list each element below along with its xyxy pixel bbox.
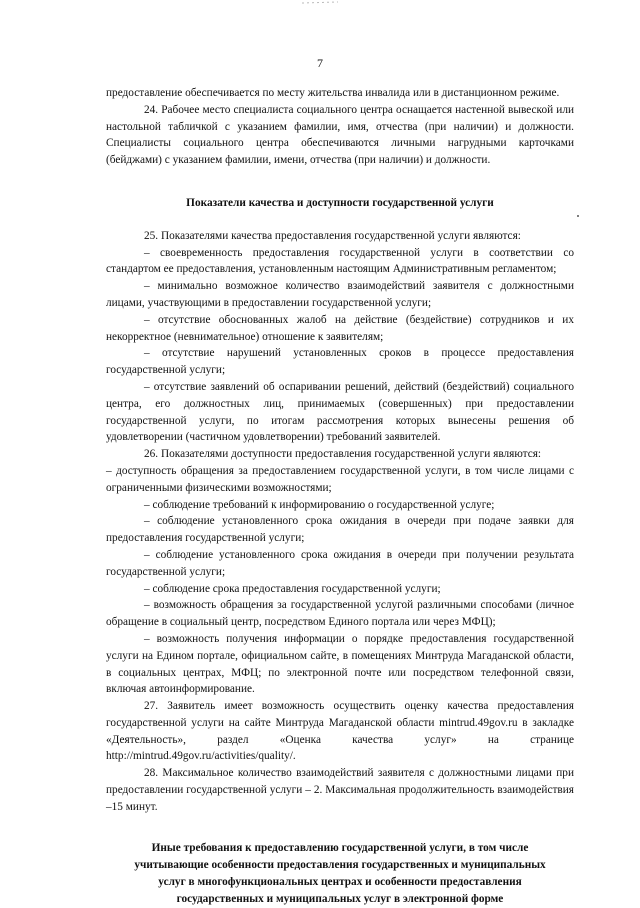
paragraph-continuation: предоставление обеспечивается по месту жительства инвалида или в дистанционном режиме.	[106, 87, 560, 99]
bottom-heading	[76, 840, 604, 908]
bottom-heading-line: учитывающие особенности предоставления государственных и муниципальных	[134, 858, 546, 871]
paragraph-28: 28. Максимальное количество взаимодействий заявителя с должностными лицами при предоставлении государственной услуги – 2. Максимальная продолжительность взаимодействия –15 минут.	[106, 767, 574, 813]
paragraph-24: 24. Рабочее место специалиста социального центра оснащается настенной вывеской или настольной табличкой с указанием фамилии, имя, отчества (при наличии) и должности. Специалисты социального центра обеспечиваются личными нагрудными карточками (бейджами) с указанием фамилии, имени, отчества (при наличии) и должности.	[106, 103, 574, 167]
list-item: – отсутствие обоснованных жалоб на действие (бездействие) сотрудников и их некорректное (невнимательное) отношение к заявителям;	[106, 313, 574, 343]
bottom-heading-line: услуг в многофункциональных центрах и особенности предоставления	[158, 875, 522, 888]
list-item: – отсутствие заявлений об оспаривании решений, действий (бездействий) социального центра, его должностных лиц, принимаемых (совершенных) при предоставлении государственной услуги, по итогам рассмотрения которых вынесены решения об удовлетворении (частичном удовлетворении) требований заявителей.	[106, 380, 574, 444]
paragraph-26: 26. Показателями доступности предоставления государственной услуги являются:	[144, 448, 542, 461]
section-heading: Показатели качества и доступности государственной услуги	[186, 196, 494, 209]
list-item: – возможность получения информации о порядке предоставления государственной услуги на Едином портале, официальном сайте, в помещениях Минтруда Магаданской области, в социальных центрах, МФЦ; по электронной почте или посредством телефонной связи, включая автоинформирование.	[106, 632, 574, 696]
paragraph-27: 27. Заявитель имеет возможность осуществить оценку качества предоставления государственной услуги на сайте Минтруда Магаданской области mintrud.49gov.ru в закладке «Деятельность», раздел «Оценка качества услуг» на странице http://mintrud.49gov.ru/activities/quality/.	[106, 700, 574, 763]
list-item: – своевременность предоставления государственной услуги в соответствии со стандартом ее предоставления, установленным настоящим Административным регламентом;	[106, 246, 574, 276]
list-item: – соблюдение установленного срока ожидания в очереди при подаче заявки для предоставления государственной услуги;	[106, 515, 574, 545]
paragraph-25: 25. Показателями качества предоставления государственной услуги являются:	[144, 229, 521, 242]
list-item: – минимально возможное количество взаимодействий заявителя с должностными лицами, участвующими в предоставлении государственной услуги;	[106, 280, 574, 309]
list-item: – соблюдение установленного срока ожидания в очереди при получении результата государственной услуги;	[106, 548, 574, 578]
list-item: – соблюдение срока предоставления государственной услуги;	[144, 582, 441, 595]
list-item: – отсутствие нарушений установленных сроков в процессе предоставления государственной услуги;	[106, 347, 574, 377]
scan-artifact	[300, 0, 340, 6]
list-item: – доступность обращения за предоставлением государственной услуги, в том числе лицами с ограниченными физическими возможностями;	[106, 464, 574, 494]
bottom-heading-line: государственных и муниципальных услуг в электронной форме	[176, 892, 504, 905]
list-item: – возможность обращения за государственной услугой различными способами (личное обращение в социальный центр, посредством Единого портала или через МФЦ);	[106, 599, 574, 629]
page-number: 7	[317, 56, 323, 70]
scan-speck	[577, 215, 579, 217]
list-item: – соблюдение требований к информированию о государственной услуге;	[144, 498, 495, 511]
bottom-heading-line: Иные требования к предоставлению государственной услуги, в том числе	[151, 841, 529, 854]
document-body	[106, 85, 574, 908]
